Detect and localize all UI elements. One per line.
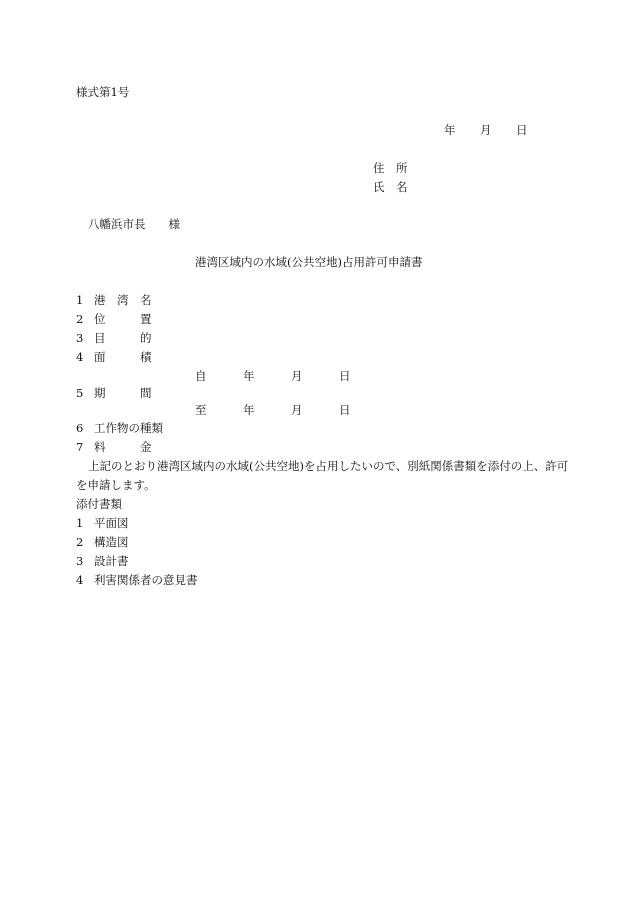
period-from-label: 自 <box>195 369 207 383</box>
attachments-heading: 添付書類 <box>76 497 122 511</box>
addressee: 八幡浜市長 様 <box>88 217 180 231</box>
period-from-day: 日 <box>339 369 351 383</box>
period-from-year: 年 <box>243 369 255 383</box>
attachment-structure-drawing: 構造図 <box>94 535 129 549</box>
application-statement: 上記のとおり港湾区域内の水域(公共空地)を占用したいので、別紙関係書類を添付の上、許可を申請します。 <box>76 459 569 492</box>
item-number: 6 <box>76 421 84 435</box>
attachment-number: 3 <box>76 554 84 568</box>
item-label-purpose: 目 的 <box>94 331 152 345</box>
item-number: 1 <box>76 293 84 307</box>
attachment-design-document: 設計書 <box>94 554 129 568</box>
item-number: 4 <box>76 350 84 364</box>
item-label-harbor-name: 港 湾 名 <box>94 293 152 307</box>
item-label-location: 位 置 <box>94 312 152 326</box>
period-to-year: 年 <box>243 403 255 417</box>
period-to-month: 月 <box>291 403 303 417</box>
item-number: 2 <box>76 312 84 326</box>
document-title: 港湾区域内の水域(公共空地)占用許可申請書 <box>195 255 423 269</box>
item-label-area: 面 積 <box>94 350 152 364</box>
item-label-fee: 料 金 <box>94 440 152 454</box>
item-label-structure-type: 工作物の種類 <box>94 421 163 435</box>
item-number: 5 <box>76 386 84 400</box>
date-month-label: 月 <box>480 123 492 137</box>
attachment-stakeholder-opinion: 利害関係者の意見書 <box>94 573 198 587</box>
form-number: 様式第1号 <box>76 85 130 99</box>
attachment-number: 4 <box>76 573 84 587</box>
attachment-plan-drawing: 平面図 <box>94 516 129 530</box>
item-number: 3 <box>76 331 84 345</box>
period-to-label: 至 <box>195 403 207 417</box>
period-from-month: 月 <box>291 369 303 383</box>
date-day-label: 日 <box>516 123 528 137</box>
period-to-day: 日 <box>339 403 351 417</box>
address-label: 住 所 <box>373 161 408 175</box>
item-number: 7 <box>76 440 84 454</box>
name-label: 氏 名 <box>373 180 408 194</box>
date-year-label: 年 <box>444 123 456 137</box>
item-label-period: 期 間 <box>94 386 152 400</box>
attachment-number: 2 <box>76 535 84 549</box>
attachment-number: 1 <box>76 516 84 530</box>
